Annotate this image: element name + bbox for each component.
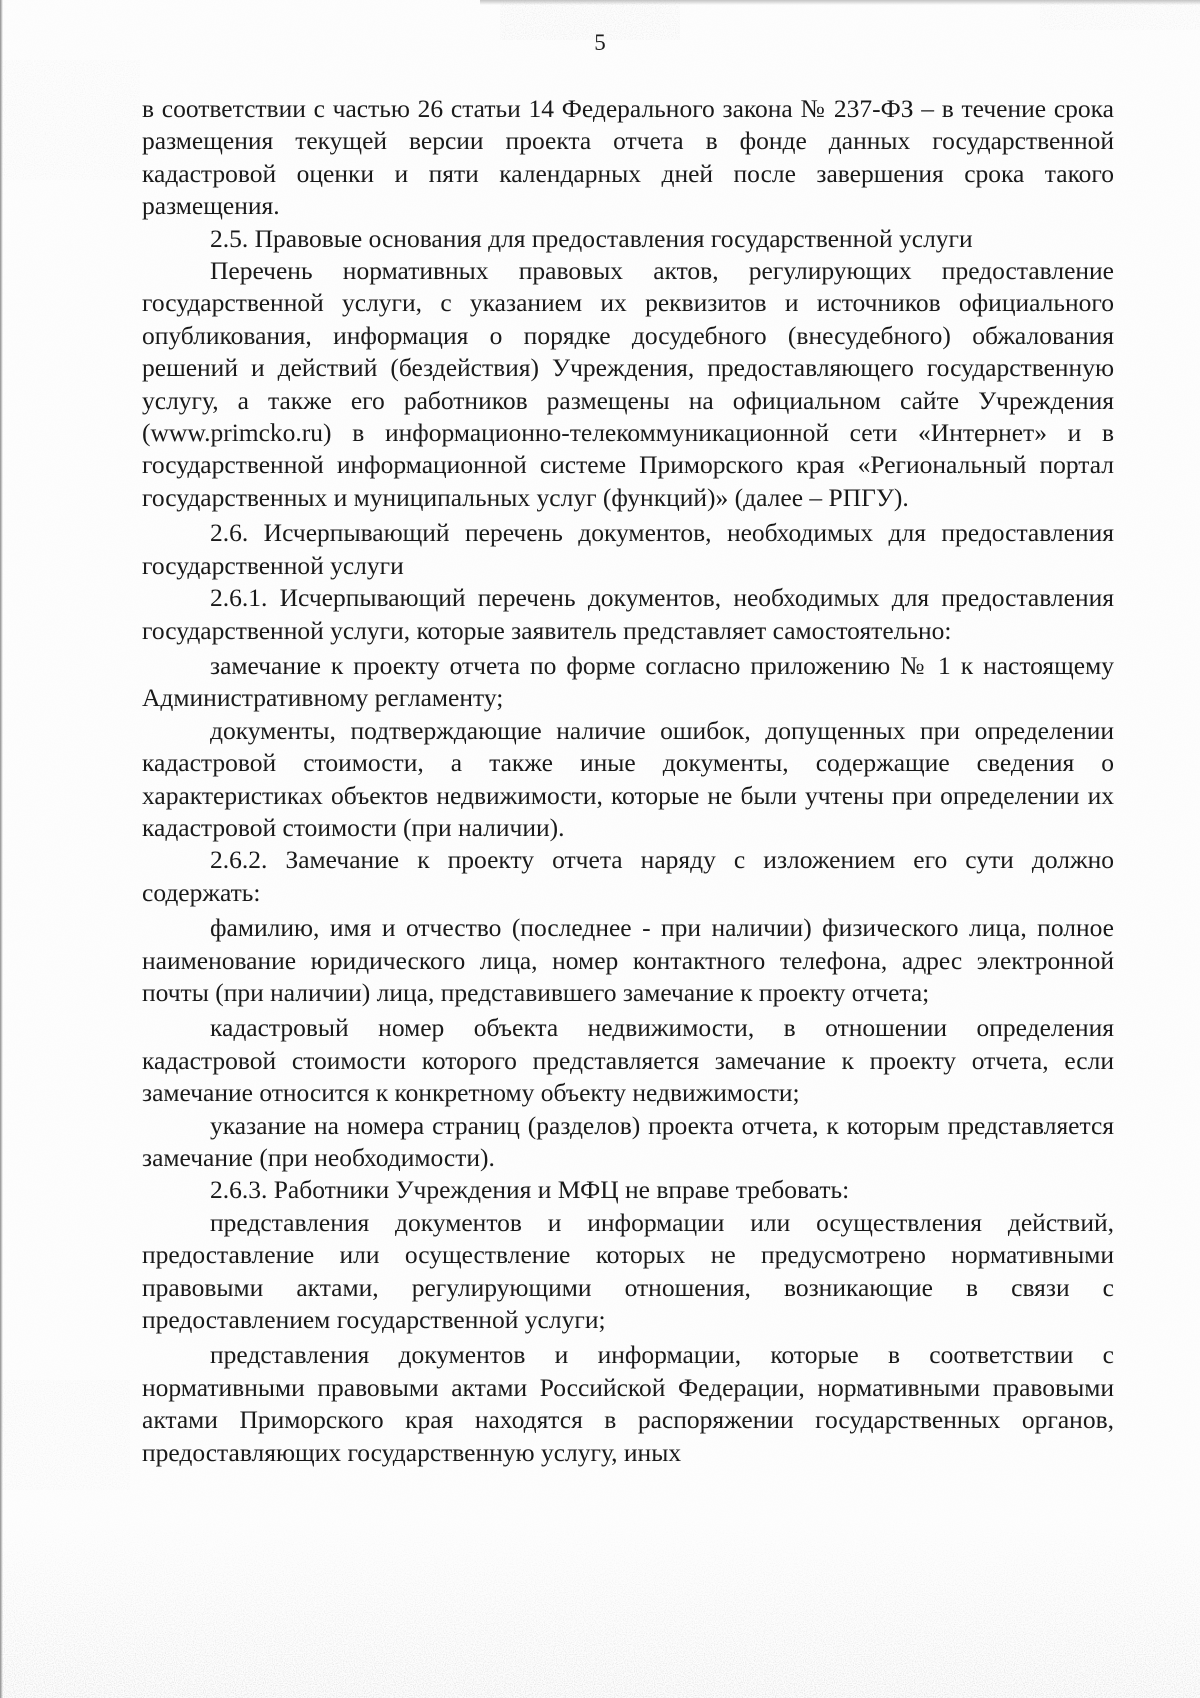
section-heading-2-6-3: 2.6.3. Работники Учреждения и МФЦ не вправе требовать:: [210, 1175, 850, 1205]
list-item-unlawful-requirements: представления документов и информации или осуществления действий, предоставление или осуществление которых не предусмотрено нормативными правовыми актами, регулирующими отношения, возникающие в связи с предоставлением государственной услуги;: [142, 1207, 1114, 1335]
list-item-supporting-documents: документы, подтверждающие наличие ошибок, допущенных при определении кадастровой стоимости, а также иные документы, содержащие сведения о характеристиках объектов недвижимости, которые не были учтены при определении их кадастровой стоимости (при наличии).: [142, 715, 1114, 842]
list-item-applicant-details: фамилию, имя и отчество (последнее - при наличии) физического лица, полное наименование юридического лица, номер контактного телефона, адрес электронной почты (при наличии) лица, представившего замечание к проекту отчета;: [142, 913, 1114, 1007]
paragraph-intro-continuation: в соответствии с частью 26 статьи 14 Федерального закона № 237-ФЗ – в течение срока размещения текущей версии проекта отчета в фонде данных государственной кадастровой оценки и пяти календарных дней после завершения срока такого размещения.: [142, 94, 1114, 221]
list-item-cadastral-number: кадастровый номер объекта недвижимости, в отношении определения кадастровой стоимости которого представляется замечание к проекту отчета, если замечание относится к конкретному объекту недвижимости;: [142, 1013, 1114, 1108]
section-heading-2-5: 2.5. Правовые основания для предоставления государственной услуги: [210, 223, 973, 253]
section-heading-2-6: 2.6. Исчерпывающий перечень документов, необходимых для предоставления государственной услуги: [142, 518, 1114, 580]
list-item-documents-held-by-agencies: представления документов и информации, которые в соответствии с нормативными правовыми актами Российской Федерации, нормативными правовыми актами Приморского края находятся в распоряжении государственных органов, предоставляющих государственную услугу, иных: [142, 1340, 1114, 1467]
paragraph-legal-acts: Перечень нормативных правовых актов, регулирующих предоставление государственной услуги, с указанием их реквизитов и источников официального опубликования, информация о порядке досудебного (внесудебного) обжалования решений и действий (бездействия) Учреждения, предоставляющего государственную услугу, а также его работников размещены на официальном сайте Учреждения (www.primcko.ru) в информационно-телекоммуникационной сети «Интернет» и в государственной информационной системе Приморского края «Региональный портал государственных и муниципальных услуг (функций)» (далее – РПГУ).: [142, 256, 1114, 512]
section-heading-2-6-2: 2.6.2. Замечание к проекту отчета наряду с изложением его сути должно содержать:: [142, 845, 1114, 907]
list-item-report-pages: указание на номера страниц (разделов) проекта отчета, к которым представляется замечание (при необходимости).: [142, 1110, 1114, 1172]
page-number: 5: [594, 30, 606, 55]
document-body: [142, 93, 1114, 1469]
list-item-remark-form: замечание к проекту отчета по форме согласно приложению № 1 к настоящему Административному регламенту;: [142, 650, 1114, 713]
scan-left-edge: [0, 0, 3, 1698]
section-heading-2-6-1: 2.6.1. Исчерпывающий перечень документов, необходимых для предоставления государственной услуги, которые заявитель представляет самостоятельно:: [142, 583, 1114, 645]
scan-top-edge: [480, 0, 1200, 5]
